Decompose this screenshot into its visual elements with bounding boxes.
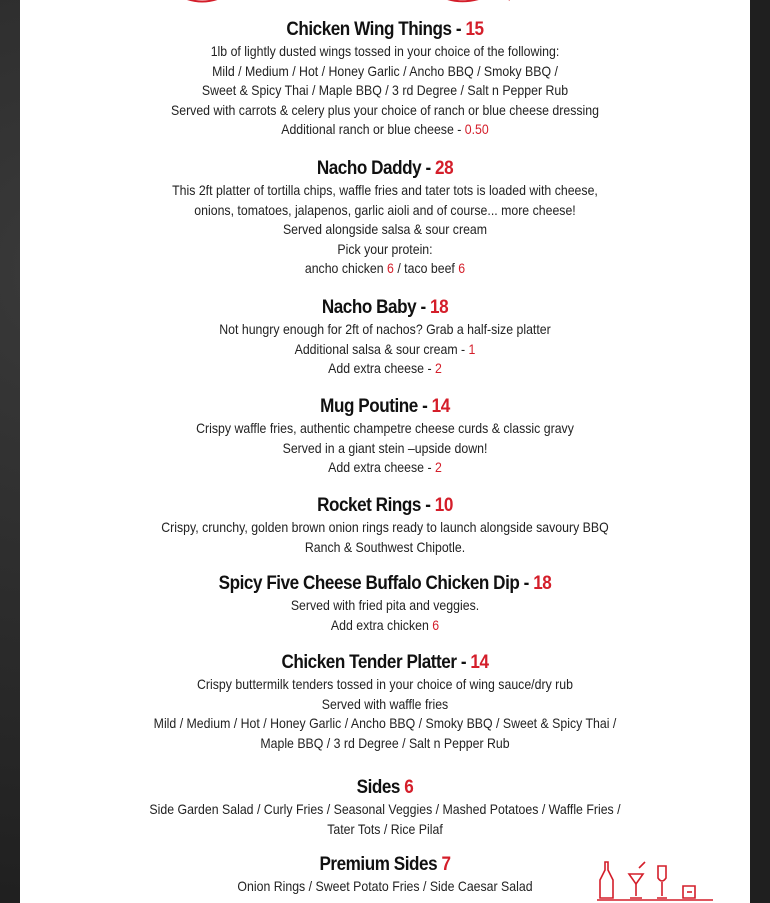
add-on-price: 1 bbox=[468, 340, 476, 357]
add-on-price: 2 bbox=[434, 459, 442, 476]
add-on-price: 0.50 bbox=[464, 121, 489, 138]
menu-item-description-line bbox=[64, 340, 706, 360]
description-text: / taco beef bbox=[393, 260, 459, 277]
menu-item bbox=[20, 494, 750, 557]
menu-item-name: Nacho Baby - bbox=[321, 297, 431, 318]
menu-item-name: Chicken Tender Platter - bbox=[281, 652, 471, 673]
menu-item-description-line bbox=[64, 81, 706, 101]
menu-item-description-line bbox=[64, 616, 706, 636]
menu-item-description-line bbox=[64, 596, 706, 616]
description-text: Ranch & Southwest Chipotle. bbox=[304, 538, 466, 555]
menu-item-title bbox=[57, 157, 714, 181]
menu-item-name: Spicy Five Cheese Buffalo Chicken Dip - bbox=[218, 573, 534, 594]
top-flourish-icon bbox=[140, 0, 560, 6]
menu-item bbox=[20, 296, 750, 379]
menu-item-description-line bbox=[64, 518, 706, 538]
menu-item-price: 18 bbox=[430, 297, 449, 318]
description-text: Additional salsa & sour cream - bbox=[294, 340, 469, 357]
menu-item-title bbox=[57, 395, 714, 419]
menu-item bbox=[20, 651, 750, 753]
description-text: Add extra cheese - bbox=[328, 360, 435, 377]
menu-item-description-line bbox=[64, 458, 706, 478]
menu-item-description-line bbox=[64, 538, 706, 558]
menu-item-description-line bbox=[64, 101, 706, 121]
menu-item-title bbox=[57, 651, 714, 675]
menu-item-price: 14 bbox=[431, 396, 450, 417]
menu-item-description-line bbox=[64, 320, 706, 340]
menu-item-price: 14 bbox=[470, 652, 489, 673]
menu-item-description-line bbox=[64, 695, 706, 715]
menu-item-title bbox=[57, 494, 714, 518]
menu-item-title bbox=[57, 18, 714, 42]
menu-item-title bbox=[57, 776, 714, 800]
menu-item-price: 6 bbox=[404, 777, 414, 798]
menu-item-description-line bbox=[64, 220, 706, 240]
drinks-icon bbox=[595, 858, 715, 902]
menu-item-description-line bbox=[64, 714, 706, 734]
add-on-price: 6 bbox=[458, 260, 466, 277]
menu-item-name: Mug Poutine - bbox=[320, 396, 432, 417]
description-text: Not hungry enough for 2ft of nachos? Grab a half-size platter bbox=[219, 321, 551, 337]
description-text: Tater Tots / Rice Pilaf bbox=[327, 820, 443, 837]
menu-item-price: 10 bbox=[434, 495, 453, 516]
description-text: Served with fried pita and veggies. bbox=[290, 597, 480, 613]
menu-item-description-line bbox=[64, 734, 706, 754]
menu-item-title bbox=[57, 296, 714, 320]
menu-item-price: 15 bbox=[465, 19, 484, 40]
description-text: This 2ft platter of tortilla chips, waffle fries and tater tots is loaded with cheese, bbox=[172, 182, 598, 198]
menu-item-description-line bbox=[64, 419, 706, 439]
description-text: Crispy, crunchy, golden brown onion rings ready to launch alongside savoury BBQ bbox=[161, 519, 609, 535]
description-text: Crispy buttermilk tenders tossed in your choice of wing sauce/dry rub bbox=[197, 676, 573, 692]
description-text: Pick your protein: bbox=[337, 240, 433, 257]
description-text: Add extra cheese - bbox=[328, 459, 435, 476]
menu-item-description-line bbox=[64, 120, 706, 140]
menu-item-title bbox=[57, 572, 714, 596]
description-text: Mild / Medium / Hot / Honey Garlic / Ancho BBQ / Smoky BBQ / Sweet & Spicy Thai / bbox=[153, 715, 617, 732]
description-text: Add extra chicken bbox=[330, 616, 433, 633]
description-text: onions, tomatoes, jalapenos, garlic aioli and of course... more cheese! bbox=[194, 201, 576, 218]
menu-item-price: 28 bbox=[435, 158, 454, 179]
add-on-price: 6 bbox=[432, 616, 440, 633]
menu-item-description-line bbox=[64, 675, 706, 695]
menu-item bbox=[20, 776, 750, 839]
description-text: ancho chicken bbox=[304, 260, 388, 277]
description-text: Served with carrots & celery plus your choice of ranch or blue cheese dressing bbox=[170, 101, 599, 118]
menu-item-description-line bbox=[64, 800, 706, 820]
description-text: Sweet & Spicy Thai / Maple BBQ / 3 rd Degree / Salt n Pepper Rub bbox=[201, 82, 569, 99]
description-text: Onion Rings / Sweet Potato Fries / Side Caesar Salad bbox=[237, 878, 533, 894]
menu-page bbox=[20, 0, 750, 903]
menu-item-name: Nacho Daddy - bbox=[316, 158, 436, 179]
description-text: Additional ranch or blue cheese - bbox=[281, 121, 465, 138]
menu-item-description-line bbox=[64, 820, 706, 840]
description-text: Side Garden Salad / Curly Fries / Seasonal Veggies / Mashed Potatoes / Waffle Fries / bbox=[149, 801, 621, 817]
menu-item-description-line bbox=[64, 240, 706, 260]
description-text: Maple BBQ / 3 rd Degree / Salt n Pepper Rub bbox=[260, 734, 510, 751]
description-text: Served in a giant stein –upside down! bbox=[282, 439, 488, 456]
menu-item-price: 7 bbox=[441, 854, 451, 875]
menu-item-description-line bbox=[64, 439, 706, 459]
menu-item bbox=[20, 395, 750, 478]
menu-item-price: 18 bbox=[533, 573, 552, 594]
menu-item-description-line bbox=[64, 42, 706, 62]
menu-item-description-line bbox=[64, 201, 706, 221]
description-text: 1lb of lightly dusted wings tossed in your choice of the following: bbox=[210, 43, 560, 59]
description-text: Served with waffle fries bbox=[321, 695, 449, 712]
menu-item-description-line bbox=[64, 181, 706, 201]
menu-item-name: Chicken Wing Things - bbox=[286, 19, 466, 40]
menu-item bbox=[20, 572, 750, 635]
description-text: Mild / Medium / Hot / Honey Garlic / Ancho BBQ / Smoky BBQ / bbox=[212, 62, 558, 79]
menu-item-description-line bbox=[64, 62, 706, 82]
menu-item-description-line bbox=[64, 359, 706, 379]
description-text: Served alongside salsa & sour cream bbox=[282, 221, 488, 238]
menu-item-name: Sides bbox=[356, 777, 405, 798]
menu-item-name: Rocket Rings - bbox=[317, 495, 435, 516]
menu-item-description-line bbox=[64, 259, 706, 279]
menu-item bbox=[20, 157, 750, 279]
menu-item bbox=[20, 18, 750, 140]
add-on-price: 2 bbox=[434, 360, 442, 377]
add-on-price: 6 bbox=[387, 260, 394, 277]
description-text: Crispy waffle fries, authentic champetre cheese curds & classic gravy bbox=[196, 420, 574, 436]
menu-item-name: Premium Sides bbox=[319, 854, 442, 875]
